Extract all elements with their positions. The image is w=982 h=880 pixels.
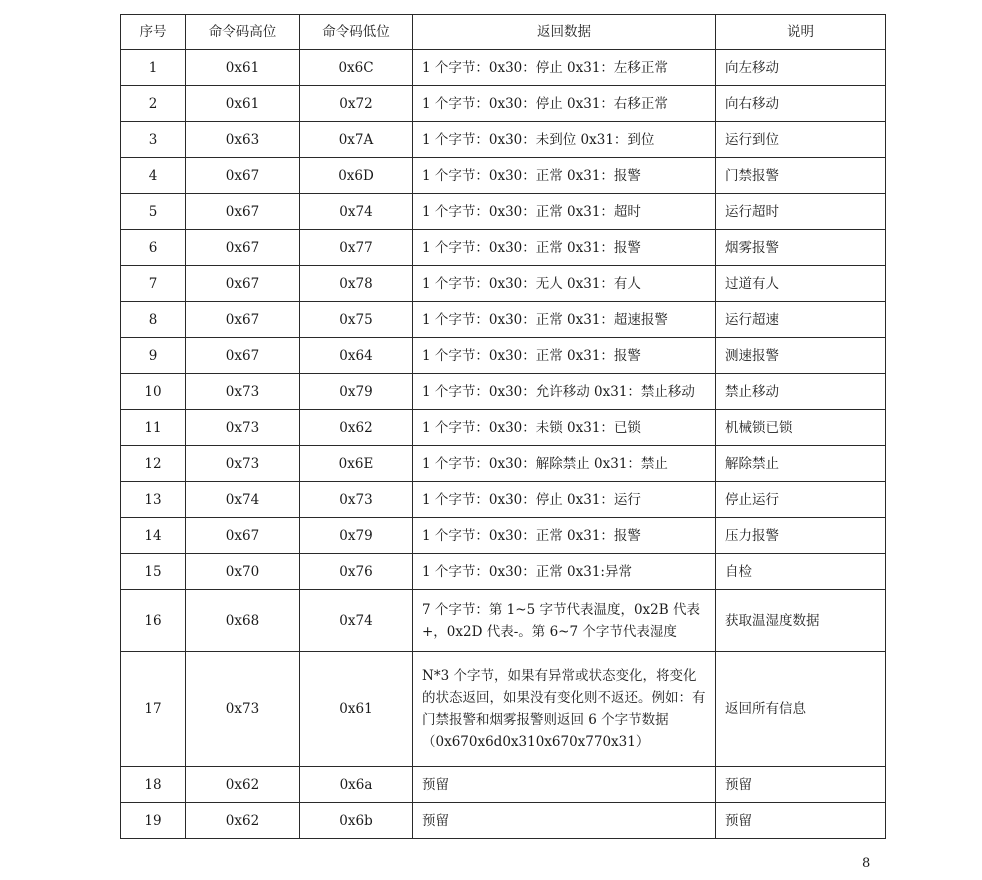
cell-cmd-high: 0x73 (186, 374, 300, 410)
cell-cmd-low: 0x79 (300, 374, 413, 410)
cell-seq: 4 (121, 158, 186, 194)
table-row (121, 194, 886, 230)
table-row (121, 410, 886, 446)
header-cmd-high: 命令码高位 (186, 15, 300, 50)
table-row (121, 767, 886, 803)
cell-return-data: 1 个字节：0x30：停止 0x31：右移正常 (413, 86, 716, 122)
cell-seq: 6 (121, 230, 186, 266)
cell-cmd-high: 0x61 (186, 50, 300, 86)
cell-description: 禁止移动 (716, 374, 886, 410)
cell-description: 门禁报警 (716, 158, 886, 194)
table-row (121, 338, 886, 374)
cell-cmd-high: 0x62 (186, 767, 300, 803)
cell-description: 压力报警 (716, 518, 886, 554)
cell-cmd-low: 0x78 (300, 266, 413, 302)
cell-seq: 9 (121, 338, 186, 374)
table-row (121, 50, 886, 86)
cell-seq: 1 (121, 50, 186, 86)
cell-cmd-low: 0x6C (300, 50, 413, 86)
cell-cmd-low: 0x74 (300, 194, 413, 230)
cell-cmd-high: 0x67 (186, 266, 300, 302)
cell-cmd-high: 0x73 (186, 410, 300, 446)
cell-description: 停止运行 (716, 482, 886, 518)
header-cmd-low: 命令码低位 (300, 15, 413, 50)
cell-cmd-low: 0x6E (300, 446, 413, 482)
cell-seq: 18 (121, 767, 186, 803)
cell-description: 测速报警 (716, 338, 886, 374)
cell-cmd-high: 0x61 (186, 86, 300, 122)
cell-cmd-low: 0x61 (300, 652, 413, 767)
cell-description: 烟雾报警 (716, 230, 886, 266)
table-row (121, 803, 886, 839)
table-header-row (121, 15, 886, 50)
cell-cmd-high: 0x67 (186, 194, 300, 230)
table-row (121, 554, 886, 590)
cell-return-data: 1 个字节：0x30：正常 0x31：报警 (413, 158, 716, 194)
cell-cmd-high: 0x70 (186, 554, 300, 590)
cell-return-data: 预留 (413, 803, 716, 839)
table-row (121, 446, 886, 482)
cell-cmd-low: 0x7A (300, 122, 413, 158)
cell-description: 解除禁止 (716, 446, 886, 482)
cell-return-data: 1 个字节：0x30：未到位 0x31：到位 (413, 122, 716, 158)
table-row (121, 374, 886, 410)
cell-cmd-high: 0x63 (186, 122, 300, 158)
table-row (121, 158, 886, 194)
cell-description: 自检 (716, 554, 886, 590)
cell-description: 运行超速 (716, 302, 886, 338)
header-description: 说明 (716, 15, 886, 50)
cell-return-data: 1 个字节：0x30：停止 0x31：运行 (413, 482, 716, 518)
cell-cmd-high: 0x68 (186, 590, 300, 652)
cell-description: 返回所有信息 (716, 652, 886, 767)
cell-cmd-low: 0x79 (300, 518, 413, 554)
cell-cmd-low: 0x73 (300, 482, 413, 518)
cell-return-data: 1 个字节：0x30：允许移动 0x31：禁止移动 (413, 374, 716, 410)
cell-cmd-high: 0x74 (186, 482, 300, 518)
cell-return-data: 1 个字节：0x30：正常 0x31：报警 (413, 338, 716, 374)
cell-seq: 17 (121, 652, 186, 767)
table-row (121, 652, 886, 767)
cell-description: 向左移动 (716, 50, 886, 86)
cell-seq: 7 (121, 266, 186, 302)
cell-description: 运行到位 (716, 122, 886, 158)
command-table (120, 14, 886, 839)
cell-cmd-high: 0x67 (186, 230, 300, 266)
cell-return-data: 1 个字节：0x30：未锁 0x31：已锁 (413, 410, 716, 446)
cell-description: 预留 (716, 767, 886, 803)
cell-seq: 10 (121, 374, 186, 410)
cell-cmd-low: 0x75 (300, 302, 413, 338)
cell-cmd-low: 0x77 (300, 230, 413, 266)
cell-description: 预留 (716, 803, 886, 839)
table-row (121, 482, 886, 518)
cell-cmd-high: 0x73 (186, 652, 300, 767)
cell-seq: 2 (121, 86, 186, 122)
cell-return-data: 1 个字节：0x30：正常 0x31：报警 (413, 230, 716, 266)
cell-cmd-high: 0x62 (186, 803, 300, 839)
cell-seq: 14 (121, 518, 186, 554)
cell-return-data: 7 个字节：第 1~5 字节代表温度，0x2B 代表+，0x2D 代表-。第 6~7 个字节代表湿度 (413, 590, 716, 652)
cell-cmd-high: 0x67 (186, 518, 300, 554)
cell-return-data: 1 个字节：0x30：正常 0x31:异常 (413, 554, 716, 590)
cell-seq: 15 (121, 554, 186, 590)
cell-seq: 19 (121, 803, 186, 839)
cell-description: 机械锁已锁 (716, 410, 886, 446)
cell-return-data: 预留 (413, 767, 716, 803)
cell-cmd-high: 0x67 (186, 158, 300, 194)
header-return-data: 返回数据 (413, 15, 716, 50)
table-row (121, 86, 886, 122)
table-row (121, 266, 886, 302)
cell-description: 过道有人 (716, 266, 886, 302)
table-row (121, 302, 886, 338)
cell-seq: 5 (121, 194, 186, 230)
cell-cmd-low: 0x64 (300, 338, 413, 374)
cell-cmd-high: 0x67 (186, 338, 300, 374)
cell-seq: 13 (121, 482, 186, 518)
cell-seq: 12 (121, 446, 186, 482)
cell-cmd-high: 0x73 (186, 446, 300, 482)
cell-return-data: 1 个字节：0x30：正常 0x31：超时 (413, 194, 716, 230)
cell-return-data: N*3 个字节，如果有异常或状态变化，将变化的状态返回，如果没有变化则不返还。例如：有门禁报警和烟雾报警则返回 6 个字节数据（0x670x6d0x310x670x770x31） (413, 652, 716, 767)
cell-cmd-low: 0x6D (300, 158, 413, 194)
cell-description: 运行超时 (716, 194, 886, 230)
cell-cmd-low: 0x76 (300, 554, 413, 590)
cell-return-data: 1 个字节：0x30：正常 0x31：报警 (413, 518, 716, 554)
cell-cmd-low: 0x72 (300, 86, 413, 122)
cell-seq: 11 (121, 410, 186, 446)
cell-description: 向右移动 (716, 86, 886, 122)
cell-cmd-low: 0x74 (300, 590, 413, 652)
cell-return-data: 1 个字节：0x30：正常 0x31：超速报警 (413, 302, 716, 338)
cell-return-data: 1 个字节：0x30：解除禁止 0x31：禁止 (413, 446, 716, 482)
table-row (121, 590, 886, 652)
cell-cmd-low: 0x6b (300, 803, 413, 839)
cell-cmd-high: 0x67 (186, 302, 300, 338)
cell-cmd-low: 0x6a (300, 767, 413, 803)
cell-return-data: 1 个字节：0x30：无人 0x31：有人 (413, 266, 716, 302)
table-row (121, 230, 886, 266)
table-row (121, 518, 886, 554)
cell-cmd-low: 0x62 (300, 410, 413, 446)
table-row (121, 122, 886, 158)
cell-seq: 3 (121, 122, 186, 158)
page-number: 8 (862, 856, 871, 871)
header-seq: 序号 (121, 15, 186, 50)
cell-description: 获取温湿度数据 (716, 590, 886, 652)
cell-return-data: 1 个字节：0x30：停止 0x31：左移正常 (413, 50, 716, 86)
cell-seq: 16 (121, 590, 186, 652)
cell-seq: 8 (121, 302, 186, 338)
